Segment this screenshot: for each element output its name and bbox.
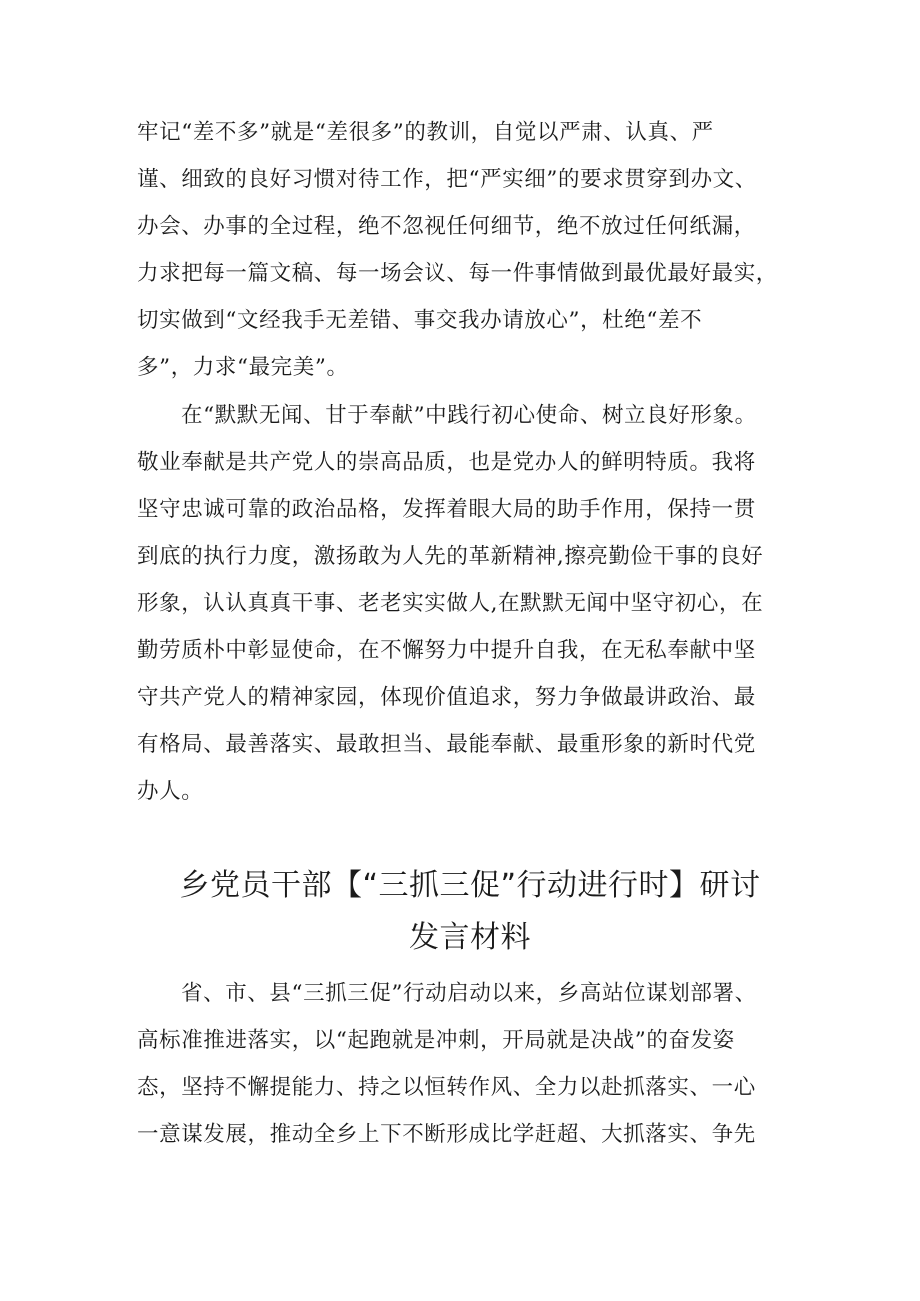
body-paragraph-3	[137, 970, 797, 1158]
paragraph-line: 牢记“差不多”就是“差很多”的教训，自觉以严肃、认真、严	[137, 120, 714, 145]
paragraph-line: 力求把每一篇文稿、每一场会议、每一件事情做到最优最好最实，	[137, 261, 778, 286]
paragraph-line: 谨、细致的良好习惯对待工作，把“严实细”的要求贯穿到办文、	[137, 167, 757, 192]
heading-line: 发言材料	[409, 920, 531, 955]
paragraph-line: 坚守忠诚可靠的政治品格，发挥着眼大局的助手作用，保持一贯	[137, 497, 756, 522]
paragraph-line: 切实做到“文经我手无差错、事交我办请放心”，杜绝“差不	[137, 308, 703, 333]
paragraph-line: 省、市、县“三抓三促”行动启动以来，乡高站位谋划部署、	[181, 981, 757, 1006]
paragraph-line: 一意谋发展，推动全乡上下不断形成比学赶超、大抓落实、争先	[137, 1122, 756, 1147]
paragraph-line: 形象，认认真真干事、老老实实做人,在默默无闻中坚守初心，在	[137, 591, 764, 616]
paragraph-line: 在“默默无闻、甘于奉献”中践行初心使命、树立良好形象。	[181, 403, 757, 428]
paragraph-line: 到底的执行力度，激扬敢为人先的革新精神,擦亮勤俭干事的良好	[137, 544, 764, 569]
body-paragraph-2	[137, 392, 797, 815]
section-heading	[120, 860, 820, 964]
heading-line: 乡党员干部【“三抓三促”行动进行时】研讨	[179, 868, 761, 903]
paragraph-line: 敬业奉献是共产党人的崇高品质，也是党办人的鲜明特质。我将	[137, 450, 756, 475]
paragraph-line: 守共产党人的精神家园，体现价值追求，努力争做最讲政治、最	[137, 685, 756, 710]
paragraph-line: 态，坚持不懈提能力、持之以恒转作风、全力以赴抓落实、一心	[137, 1075, 756, 1100]
paragraph-line: 勤劳质朴中彰显使命，在不懈努力中提升自我，在无私奉献中坚	[137, 638, 756, 663]
paragraph-line: 有格局、最善落实、最敢担当、最能奉献、最重形象的新时代党	[137, 732, 756, 757]
paragraph-line: 办人。	[137, 779, 204, 804]
paragraph-line: 高标准推进落实，以“起跑就是冲刺，开局就是决战”的奋发姿	[137, 1028, 735, 1053]
paragraph-line: 办会、办事的全过程，绝不忽视任何细节，绝不放过任何纸漏，	[137, 214, 756, 239]
body-paragraph-1	[137, 109, 797, 391]
paragraph-line: 多”，力求“最完美”。	[137, 355, 349, 380]
